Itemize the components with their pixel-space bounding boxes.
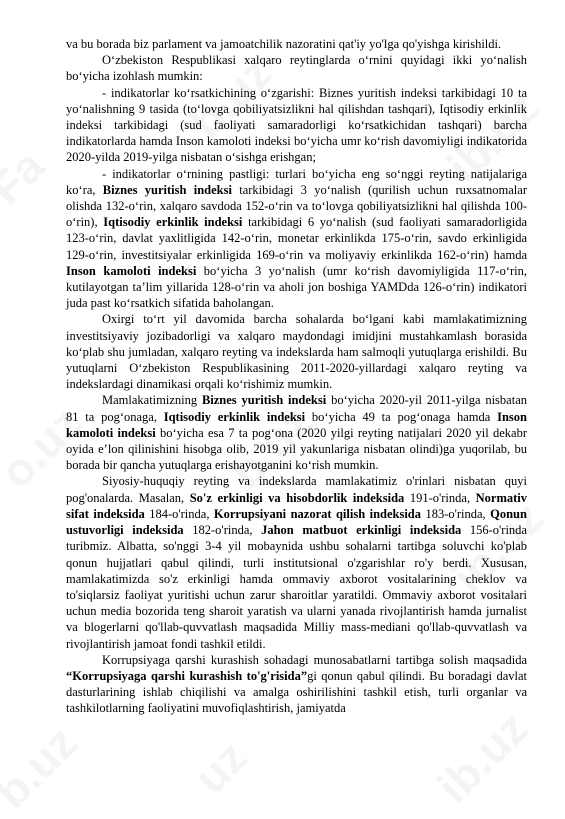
paragraph [66,473,527,651]
watermark [183,730,257,804]
text-run: 191-o'rinda, [404,490,476,505]
text-run: Korrupsiyaga qarshi kurashish sohadagi munosabatlarni tartibga solish maqsadida [102,652,527,667]
text-run: 156-o'rinda turibmiz. Albatta, so'nggi 3-4 yil mobaynida ushbu sohalarni tartibga soluvchi ko'plab qonun hujjatlari qabul qilindi, turli institutsional o'zgarishlar ro'y berdi. Xususan, mamlakatimizda so'z erkinligi hamda ommaviy axborot vositalarining cheklov va to'siqlarsiz faoliyat yuritishi uchun zarur sharoitlar yaratildi. Ommaviy axborot vositalari uchun media bozorida teng sharoit yaratish va ularni yanada rivojlantirish hamda jurnalist va blogerlarni qo'llab-quvvatlash maqsadida Milliy mass-mediani qo'llab-quvvatlash va rivojlantirish jamoat fondi tashkil etildi. [66,523,527,651]
bold-term: Iqtisodiy erkinlik indeksi [103,215,243,230]
bold-term: Normativ sifat indeksida [66,490,527,521]
bold-term: Inson kamoloti indeksi [66,409,527,440]
bold-term: Iqtisodiy erkinlik indeksi [163,409,306,424]
bold-term: So'z erkinligi va hisobdorlik indeksida [189,490,405,505]
paragraph [66,36,527,52]
text-run: bo‘yicha esa 7 ta pog‘ona (2020 yilgi reyting natijalari 2020 yil dekabr oyida e’lon qilinishini hisobga olib, 2019 yil yakunlariga nisbatan olindi)ga yuqorilab, bu borada bir qancha yutuqlarga erishayotganini ko‘rish mumkin. [66,425,528,473]
bold-term: Biznes yuritish indeksi [201,393,327,408]
paragraph [66,392,527,473]
text-run: 183-o'rinda, [421,506,491,521]
watermark [426,701,538,813]
bold-term: “Korrupsiyaga qarshi kurashish to'g'risida” [66,668,308,683]
text-run: va bu borada biz parlament va jamoatchilik nazoratini qat'iy yo'lga qo'yishga kirishildi. [66,37,502,51]
text-run: 182-o'rinda, [183,523,262,538]
bold-term: Jahon matbuot erkinligi indeksida [261,523,462,538]
text-run: bo‘yicha 49 ta pog‘onaga hamda [305,409,498,424]
paragraph [66,311,527,392]
text-run: bo‘yicha 2020-yil 2011-yilga nisbatan 81 ta pog‘onaga, [66,393,527,424]
text-run: - indikatorlar ko‘rsatkichining o‘zgarishi: Biznes yuritish indeksi tarkibidagi 10 ta yo‘nalishning 9 tasida (to‘lovga qobiliyatsizlikni hal qilishdan tashqari), Iqtisodiy erkinlik indeksi tarkibidagi (sud faoliyati samaradorligi ko‘rsatkichidan tashqari) barcha indikatorlarda hamda Inson kamoloti indeksi bo‘yicha umr ko‘rish davomiyligi indikatorida 2020-yilda 2019-yilga nisbatan o‘sishga erishgan; [66,85,527,165]
text-run: O‘zbekiston Respublikasi xalqaro reytinglarda o‘rnini quyidagi ikki yo‘nalish bo‘yicha izohlash mumkin: [66,53,527,84]
document-body [66,36,527,717]
paragraph [66,85,527,166]
text-run: Siyosiy-huquqiy reyting va indekslarda mamlakatimiz o'rinlari nisbatan quyi pog'onalarda. Masalan, [66,474,527,505]
text-run: 184-o'rinda, [144,506,214,521]
paragraph [66,166,527,312]
text-run: Mamlakatimizning [102,393,202,408]
bold-term: Biznes yuritish indeksi [102,182,232,197]
text-run: tarkibidagi 3 yo‘nalish (qurilish uchun ruxsatnomalar olishda 132-o‘rin, xalqaro savdoda 152-o‘rin va to‘lovga qobiliyatsizlikni hal qilishda 100-o‘rin), [66,182,527,230]
text-run: tarkibidagi 6 yo‘nalish (sud faoliyati samaradorligida 123-o‘rin, davlat yaxlitligida 142-o‘rin, monetar erkinlikda 175-o‘rin, savdo erkinligida 129-o‘rin, investitsiyalar erkinligida 169-o‘rin va moliyaviy erkinlikda 162-o‘rin) hamda [66,215,527,262]
watermark [0,139,55,215]
watermark [0,715,88,818]
bold-term: Inson kamoloti indeksi [66,263,197,278]
text-run: bo‘yicha 3 yo‘nalish (umr ko‘rish davomiyligida 117-o‘rin, kutilayotgan ta’lim yillarida 128-o‘rin va aholi jon boshiga YAMDda 126-o‘rin) indikatori juda past ko‘rsatkich sifatida baholangan. [66,263,527,311]
paragraph [66,52,527,84]
text-run: Oxirgi to‘rt yil davomida barcha sohalarda bo‘lgani kabi mamlakatimizning investitsiyaviy jozibadorligi va xalqaro maydondagi imidjini mustahkamlash borasida ko‘plab shu jumladan, xalqaro reyting va indekslarda ham salmoqli yutuqlarga erishildi. Bu yutuqlarni O‘zbekiston Respublikasining 2011-2020-yillardagi xalqaro reyting va indekslardagi dinamikasi orqali ko‘rishimiz mumkin. [66,312,527,392]
paragraph [66,652,527,717]
bold-term: Qonun ustuvorligi indeksida [66,506,527,538]
bold-term: Korrupsiyani nazorat qilish indeksida [213,506,422,521]
text-run: - indikatorlar o‘rnining pastligi: turlari bo‘yicha eng so‘nggi reyting natijalariga ko‘ra, [66,166,527,197]
text-run: gi qonun qabul qilindi. Bu boradagi davlat dasturlarining ishlab chiqilishi va amalga oshirilishini tashkil etish, turli organlar va tashkilotlarning faoliyatini muvofiqlashtirish, jamiyatda [66,668,527,716]
